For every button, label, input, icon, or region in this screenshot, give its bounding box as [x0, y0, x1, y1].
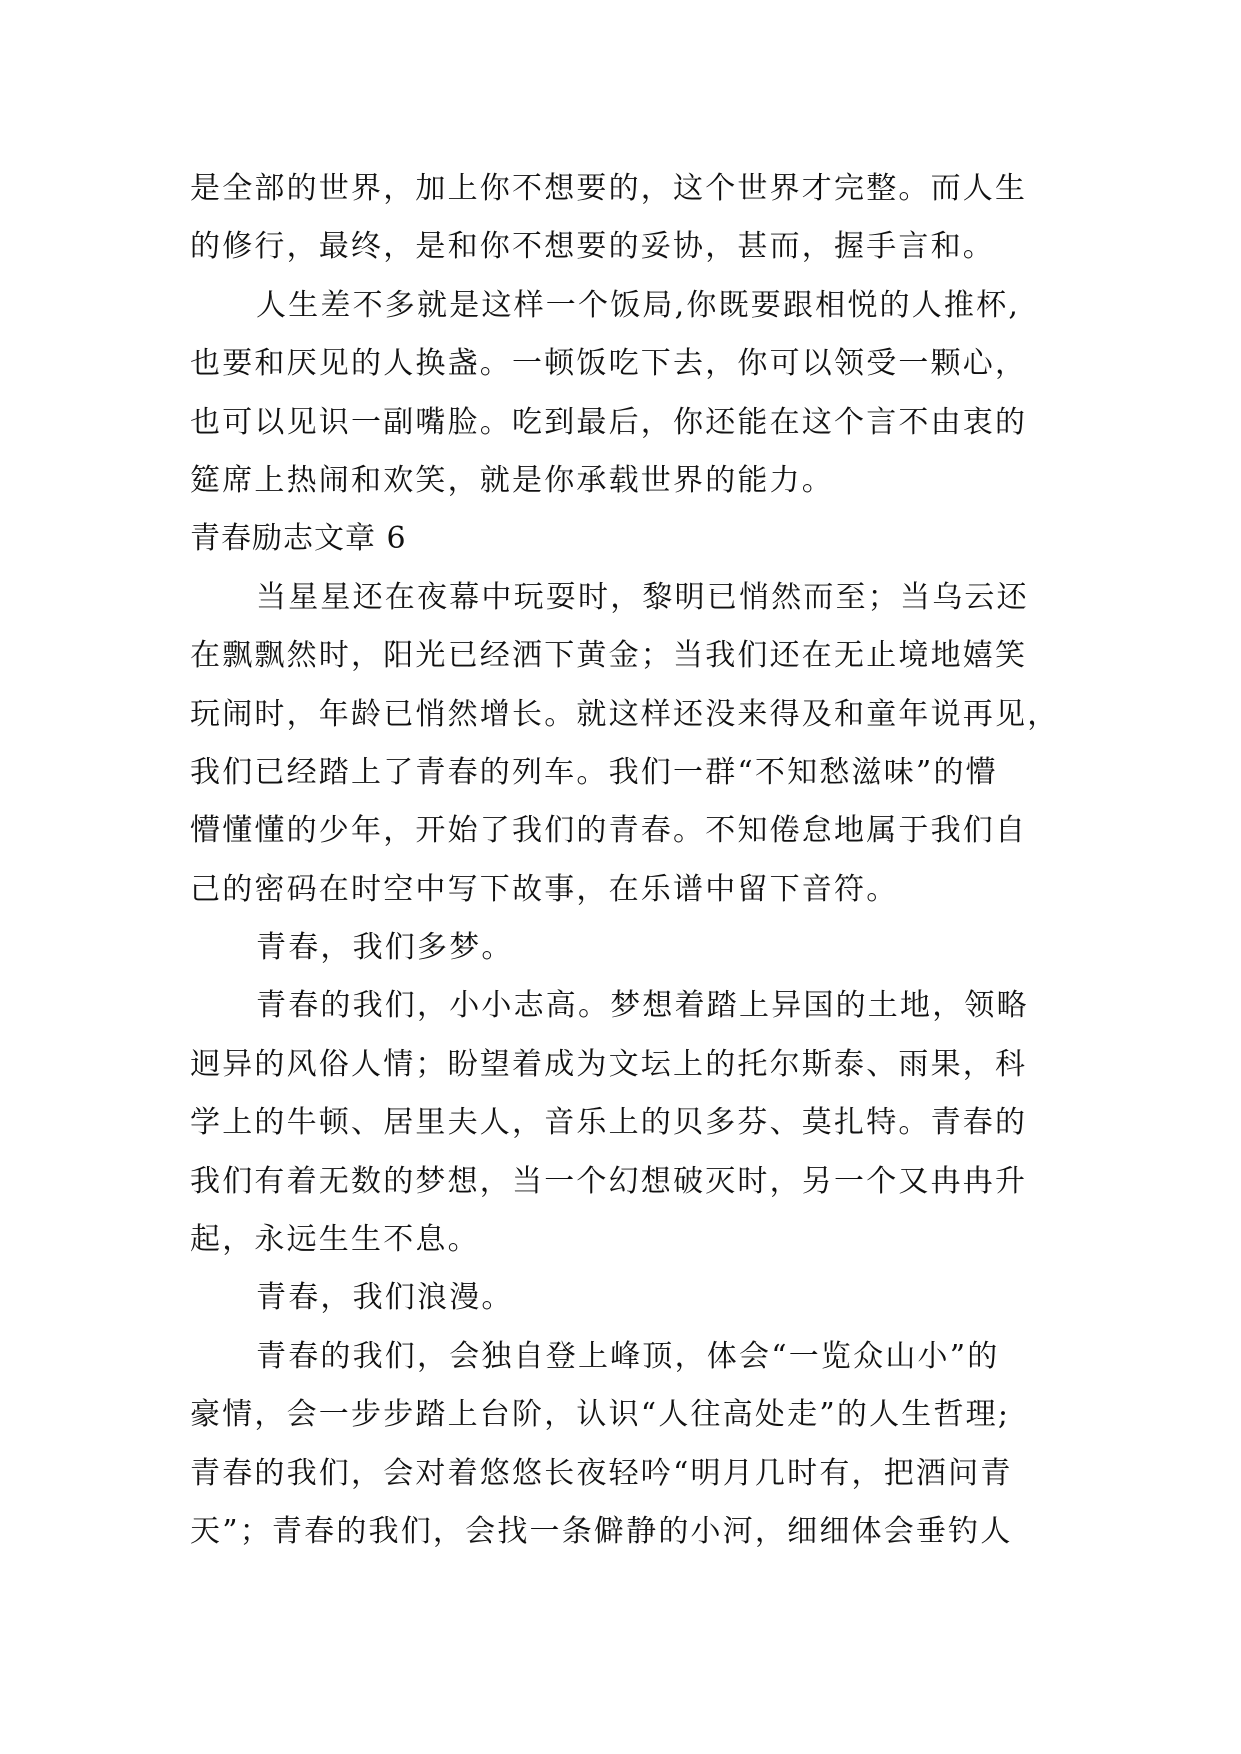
text-line: 的修行，最终，是和你不想要的妥协，甚而，握手言和。 — [190, 229, 995, 265]
text-line: 豪情，会一步步踏上台阶，认识“人往高处走”的人生哲理; — [190, 1397, 1011, 1433]
section-heading: 青春励志文章 6 — [190, 521, 407, 557]
text-line: 懵懂懂的少年，开始了我们的青春。不知倦怠地属于我们自 — [190, 813, 1028, 849]
text-line: 当星星还在夜幕中玩耍时，黎明已悄然而至；当乌云还 — [256, 579, 1029, 615]
text-line: 人生差不多就是这样一个饭局,你既要跟相悦的人推杯, — [256, 287, 1021, 323]
text-line: 在飘飘然时，阳光已经洒下黄金；当我们还在无止境地嬉笑 — [190, 638, 1028, 674]
text-line: 玩闹时，年龄已悄然增长。就这样还没来得及和童年说再见， — [190, 696, 1060, 732]
text-line: 己的密码在时空中写下故事，在乐谱中留下音符。 — [190, 871, 899, 907]
text-line: 青春的我们，会对着悠悠长夜轻吟“明月几时有，把酒问青 — [190, 1455, 1013, 1491]
text-line: 筵席上热闹和欢笑，就是你承载世界的能力。 — [190, 462, 834, 498]
text-line: 是全部的世界，加上你不想要的，这个世界才完整。而人生 — [190, 171, 1028, 206]
text-line: 青春的我们，会独自登上峰顶，体会“一览众山小”的 — [256, 1338, 1000, 1374]
text-line: 起，永远生生不息。 — [190, 1222, 480, 1258]
text-line: 我们有着无数的梦想，当一个幻想破灭时，另一个又冉冉升 — [190, 1163, 1028, 1199]
text-line: 青春的我们，小小志高。梦想着踏上异国的土地，领略 — [256, 988, 1029, 1024]
text-line: 我们已经踏上了青春的列车。我们一群“不知愁滋味”的懵 — [190, 754, 998, 790]
text-line: 青春，我们浪漫。 — [256, 1280, 514, 1316]
text-line: 学上的牛顿、居里夫人，音乐上的贝多芬、莫扎特。青春的 — [190, 1105, 1028, 1141]
text-line: 青春，我们多梦。 — [256, 930, 514, 966]
text-line: 也可以见识一副嘴脸。吃到最后，你还能在这个言不由衷的 — [190, 404, 1028, 440]
document-body — [190, 160, 1080, 1561]
text-line: 天”；青春的我们，会找一条僻静的小河，细细体会垂钓人 — [190, 1513, 1013, 1549]
text-line: 也要和厌见的人换盏。一顿饭吃下去，你可以领受一颗心， — [190, 346, 1028, 382]
text-line: 迥异的风俗人情；盼望着成为文坛上的托尔斯泰、雨果，科 — [190, 1046, 1028, 1082]
